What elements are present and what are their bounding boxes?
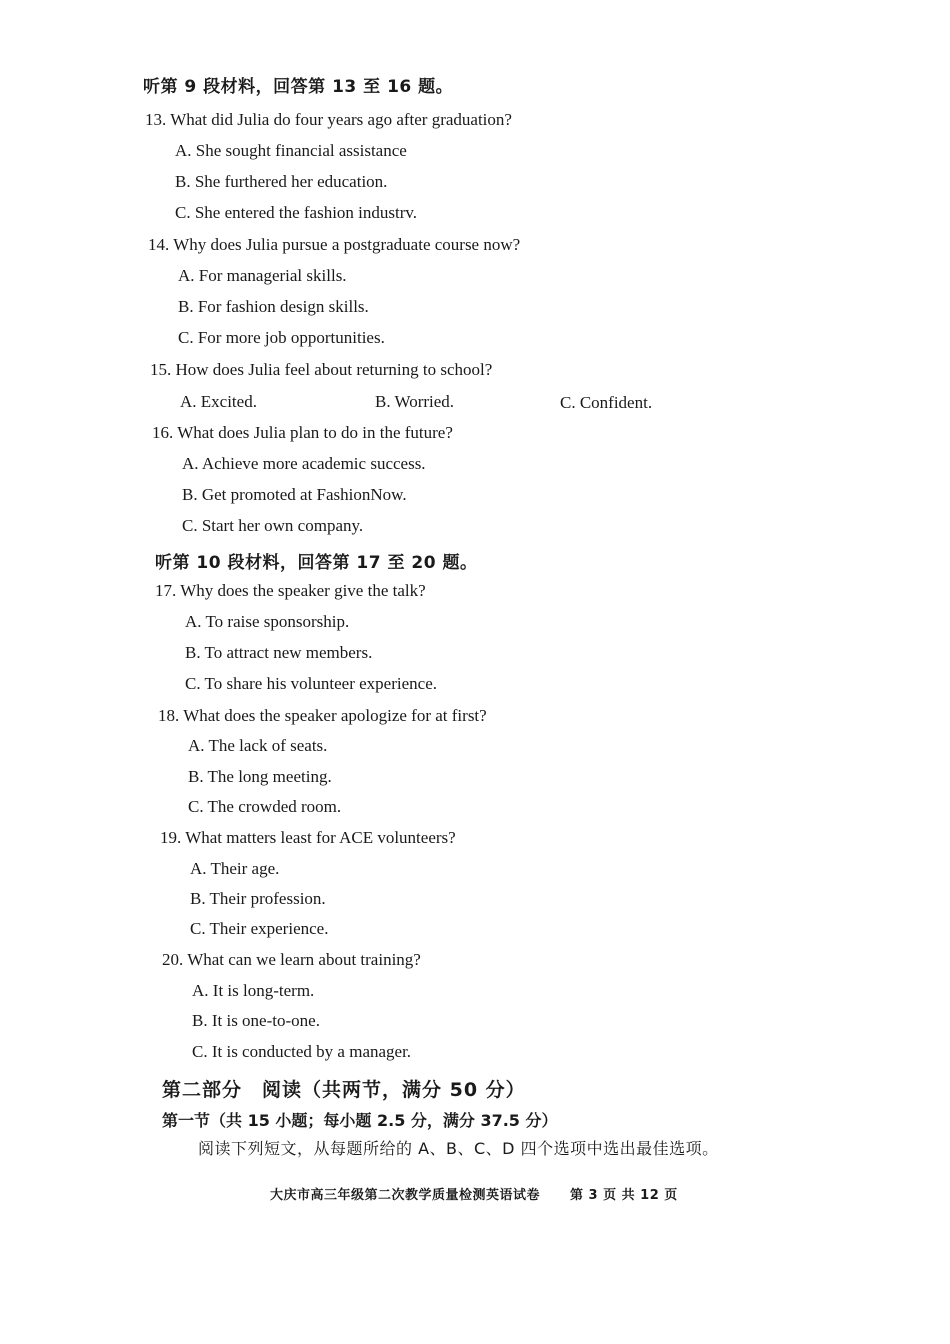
- q15-option-a: A. Excited.: [180, 392, 257, 411]
- q18-option-c: C. The crowded room.: [188, 797, 342, 816]
- q17-option-b: B. To attract new members.: [185, 643, 373, 662]
- q14-option-b: B. For fashion design skills.: [178, 297, 369, 316]
- q16-option-b: B. Get promoted at FashionNow.: [182, 485, 407, 504]
- question-15: 15. How does Julia feel about returning to school?: [150, 360, 493, 379]
- q13-option-b: B. She furthered her education.: [175, 172, 388, 191]
- question-16: 16. What does Julia plan to do in the future?: [152, 423, 453, 442]
- q19-option-b: B. Their profession.: [190, 889, 326, 908]
- part2-instruction: 阅读下列短文，从每题所给的 A、B、C、D 四个选项中选出最佳选项。: [198, 1139, 719, 1158]
- q17-option-c: C. To share his volunteer experience.: [185, 674, 437, 693]
- question-14: 14. Why does Julia pursue a postgraduate course now?: [148, 235, 521, 254]
- q15-option-b: B. Worried.: [375, 392, 455, 411]
- q19-option-c: C. Their experience.: [190, 919, 329, 938]
- q13-option-a: A. She sought financial assistance: [175, 141, 407, 160]
- q20-option-c: C. It is conducted by a manager.: [192, 1042, 412, 1061]
- question-20: 20. What can we learn about training?: [162, 950, 421, 969]
- q16-option-c: C. Start her own company.: [182, 516, 364, 535]
- q16-option-a: A. Achieve more academic success.: [182, 454, 426, 473]
- q19-option-a: A. Their age.: [190, 859, 280, 878]
- question-13: 13. What did Julia do four years ago after graduation?: [145, 110, 512, 129]
- question-19: 19. What matters least for ACE volunteers?: [160, 828, 456, 847]
- section-heading-10: 听第 10 段材料，回答第 17 至 20 题。: [155, 553, 478, 573]
- q13-option-c: C. She entered the fashion industrv.: [175, 203, 418, 222]
- question-18: 18. What does the speaker apologize for at first?: [158, 706, 487, 725]
- footer-exam-title: 大庆市高三年级第二次教学质量检测英语试卷: [270, 1188, 541, 1203]
- part2-title: 第二部分 阅读（共两节，满分 50 分）: [162, 1079, 526, 1101]
- q14-option-a: A. For managerial skills.: [178, 266, 347, 285]
- q14-option-c: C. For more job opportunities.: [178, 328, 385, 347]
- question-17: 17. Why does the speaker give the talk?: [155, 581, 426, 600]
- q20-option-a: A. It is long-term.: [192, 981, 315, 1000]
- q15-option-c: C. Confident.: [560, 393, 653, 412]
- q18-option-b: B. The long meeting.: [188, 767, 332, 786]
- footer-page-number: 第 3 页 共 12 页: [570, 1188, 678, 1203]
- part2-subsection: 第一节（共 15 小题；每小题 2.5 分，满分 37.5 分）: [162, 1111, 558, 1130]
- q18-option-a: A. The lack of seats.: [188, 736, 328, 755]
- page-footer: [270, 1184, 678, 1203]
- section-heading-9: 听第 9 段材料，回答第 13 至 16 题。: [143, 77, 454, 97]
- q17-option-a: A. To raise sponsorship.: [185, 612, 350, 631]
- q20-option-b: B. It is one-to-one.: [192, 1011, 320, 1030]
